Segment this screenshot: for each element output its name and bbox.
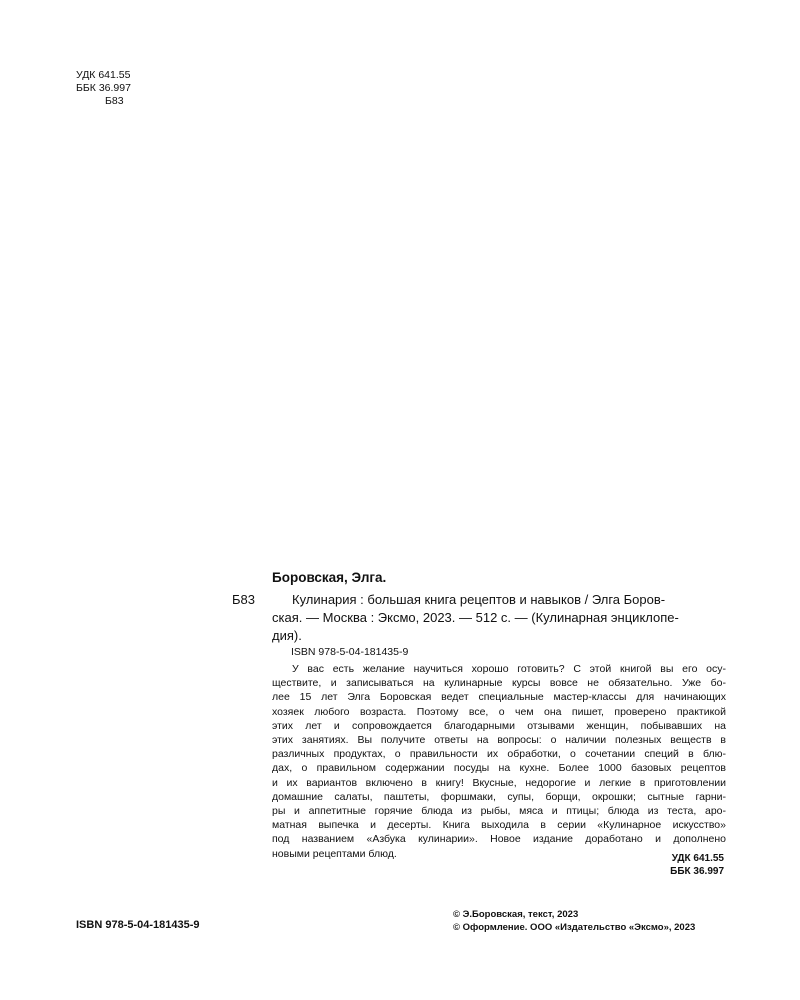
author-heading: Боровская, Элга. (272, 570, 387, 585)
classification-codes-right (620, 853, 724, 878)
copyright-design: © Оформление. ООО «Издательство «Эксмо», 2023 (453, 922, 696, 933)
bbk-code: ББК 36.997 (76, 82, 131, 94)
udk-code: УДК 641.55 (671, 853, 724, 864)
title-line: ская. — Москва : Эксмо, 2023. — 512 с. — (Кулинарная энциклопе- (272, 609, 679, 625)
abstract-line: этих занятиях. Вы получите ответы на вопросы: о наличии полезных веществ в (272, 734, 726, 747)
isbn-entry: ISBN 978-5-04-181435-9 (291, 646, 409, 658)
abstract-line: ществите, и записываться на кулинарные курсы вовсе не обязательно. Уже бо- (272, 677, 726, 690)
author-mark-entry: Б83 (232, 592, 255, 607)
abstract-line: домашние салаты, паштеты, форшмаки, супы, борщи, окрошки; сытные гарни- (272, 790, 726, 803)
title-line: Кулинария : большая книга рецептов и навыков / Элга Боров- (292, 592, 666, 607)
abstract (272, 662, 726, 861)
copyright-text: © Э.Боровская, текст, 2023 (453, 909, 579, 920)
abstract-line: и их вариантов включено в книгу! Вкусные, недорогие и легкие в приготовлении (272, 776, 726, 789)
classification-codes-top (76, 69, 131, 108)
bibliographic-title (272, 591, 724, 644)
abstract-line: новыми рецептами блюд. (272, 847, 397, 860)
abstract-line: хозяек любого возраста. Поэтому все, о чем она пишет, проверено практикой (272, 705, 726, 718)
bbk-code: ББК 36.997 (670, 865, 724, 877)
abstract-line: матная выпечка и десерты. Книга выходила в серии «Кулинарное искусство» (272, 819, 726, 832)
abstract-line: ры и аппетитные горячие блюда из рыбы, мяса и птицы; блюда из теста, аро- (272, 805, 726, 818)
author-mark: Б83 (105, 95, 124, 107)
abstract-line: под названием «Азбука кулинарии». Новое издание доработано и дополнено (272, 833, 726, 846)
abstract-line: этих лет и сопровождается благодарными отзывами женщин, побывавших на (272, 719, 726, 732)
title-line: дия). (272, 627, 302, 643)
udk-code: УДК 641.55 (76, 69, 131, 81)
abstract-line: лее 15 лет Элга Боровская ведет специальные мастер-классы для начинающих (272, 691, 726, 704)
copyright-block (453, 908, 695, 934)
abstract-line: различных продуктах, о правильности их обработки, о сочетании специй в блю- (272, 748, 726, 761)
abstract-line: дах, о правильном содержании посуды на кухне. Более 1000 базовых рецептов (272, 762, 726, 775)
abstract-line: У вас есть желание научиться хорошо готовить? С этой книгой вы его осу- (292, 663, 726, 675)
isbn-bottom: ISBN 978-5-04-181435-9 (76, 919, 200, 931)
